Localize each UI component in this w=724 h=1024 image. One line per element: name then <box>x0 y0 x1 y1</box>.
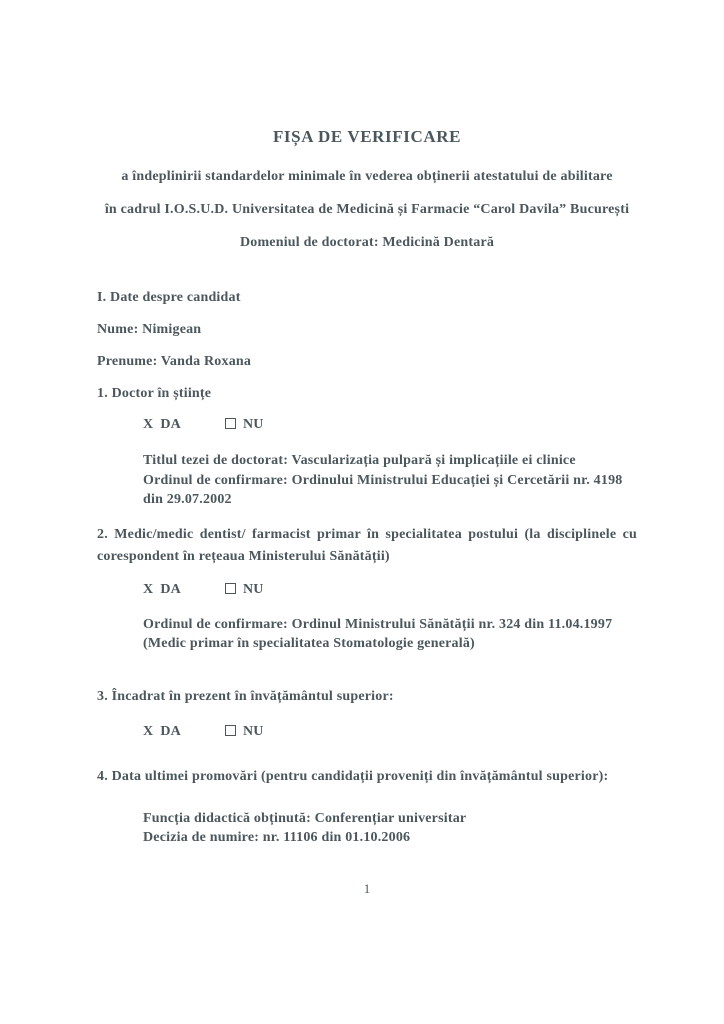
item-2-da-label: DA <box>160 581 181 597</box>
field-nume <box>97 321 637 339</box>
page-title: FIȘA DE VERIFICARE <box>272 127 462 146</box>
item-3-nu-checkbox-empty-icon <box>225 725 236 736</box>
item-2-confirmation-order-line: Ordinul de confirmare: Ordinul Ministrului Sănătății nr. 324 din 11.04.1997 <box>143 616 613 632</box>
item-1-nu-label: NU <box>243 417 264 432</box>
item-3-heading: 3. Încadrat în prezent în învățământul superior: <box>97 688 394 704</box>
section-1-heading: I. Date despre candidat <box>97 290 241 305</box>
item-2-da-nu-row <box>143 581 637 599</box>
item-3-nu-label: NU <box>243 723 264 739</box>
item-4-details <box>143 809 637 848</box>
page-number: 1 <box>363 880 371 896</box>
item-3-nu-option <box>225 724 264 739</box>
item-4-heading: 4. Data ultimei promovări (pentru candidații proveniți din învățământul superior): <box>97 768 609 784</box>
nume-label: Nume: <box>97 322 139 337</box>
item-4-didactic-function-line: Funcția didactică obținută: Conferențiar universitar <box>143 810 467 826</box>
item-2-da-option <box>143 581 225 599</box>
item-3-da-option <box>143 723 225 741</box>
item-2-da-x-mark: X <box>143 581 154 597</box>
item-1-confirmation-order-line: Ordinul de confirmare: Ordinului Ministrului Educației și Cercetării nr. 4198 din 29.07.2002 <box>143 472 623 507</box>
item-4-appointment-decision-line: Decizia de numire: nr. 11106 din 01.10.2006 <box>143 830 411 845</box>
item-2-heading: 2. Medic/medic dentist/ farmacist primar în specialitatea postului (la disciplinele cu corespondent în rețeaua Ministerului Sănătății) <box>97 526 637 564</box>
subtitle-line-2: în cadrul I.O.S.U.D. Universitatea de Medicină și Farmacie “Carol Davila” București <box>104 202 630 217</box>
item-2-nu-option <box>225 582 264 597</box>
subtitle-line-3: Domeniul de doctorat: Medicină Dentară <box>239 235 495 250</box>
item-2-specialty-line: (Medic primar în specialitatea Stomatologie generală) <box>143 636 475 651</box>
nume-value: Nimigean <box>142 322 202 337</box>
item-2-details <box>143 615 637 654</box>
item-1-heading: 1. Doctor în științe <box>97 386 212 401</box>
subtitle-line-1: a îndeplinirii standardelor minimale în vederea obținerii atestatului de abilitare <box>121 169 613 184</box>
item-1-nu-option <box>225 417 264 432</box>
item-1-da-nu-row <box>143 416 637 434</box>
item-3-da-label: DA <box>160 723 181 739</box>
item-1-thesis-title-line: Titlul tezei de doctorat: Vascularizația pulpară și implicațiile ei clinice <box>143 453 576 468</box>
item-1-details <box>143 451 637 510</box>
prenume-label: Prenume: <box>97 354 158 369</box>
item-2-nu-checkbox-empty-icon <box>225 583 236 594</box>
field-prenume <box>97 353 637 371</box>
prenume-value: Vanda Roxana <box>160 354 252 369</box>
item-3-da-x-mark: X <box>143 723 154 739</box>
item-1-da-label: DA <box>160 417 181 432</box>
item-2-nu-label: NU <box>243 581 264 597</box>
item-1-da-x-mark: X <box>143 417 154 432</box>
item-3-da-nu-row <box>143 723 637 741</box>
item-1-nu-checkbox-empty-icon <box>225 418 236 429</box>
item-1-da-option <box>143 416 225 434</box>
